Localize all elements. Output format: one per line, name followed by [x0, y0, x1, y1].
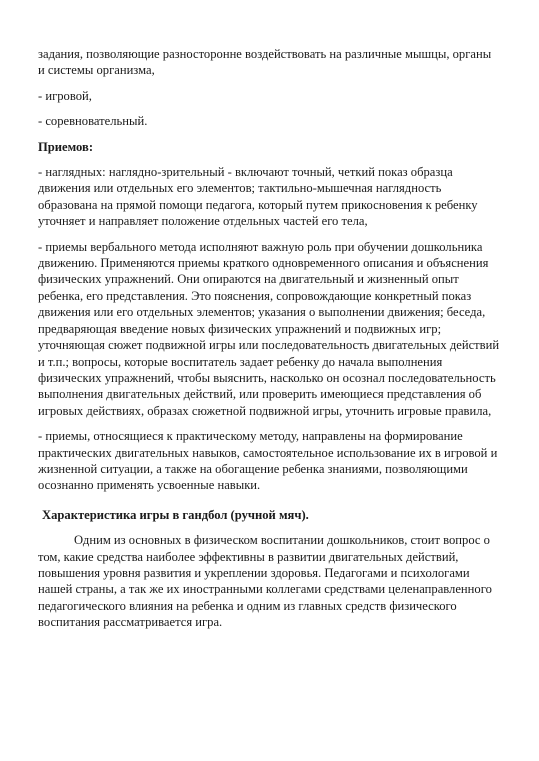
list-item-competitive: - соревновательный. [38, 114, 148, 129]
paragraph-practical-methods: - приемы, относящиеся к практическому методу, направлены на формирование практических двигательных навыков, самостоятельное использование их в игровой и жизненной ситуации, а также на обогащение ребенка знаниями, позволяющими осознанно применять усвоенные навыки. [38, 429, 498, 493]
paragraph-verbal-methods: - приемы вербального метода исполняют важную роль при обучении дошкольника движению. Применяются приемы краткого одновременного описания и объяснения физических упражнений. Они опираются на двигательный и жизненный опыт ребенка, его представления. Это пояснения, сопровождающие конкретный показ движения или его отдельных элементов; указания о выполнении движения; беседа, предваряющая введение новых физических упражнений и подвижных игр; уточняющая сюжет подвижной игры или последовательность двигательных действий и т.п.; вопросы, которые воспитатель задает ребенку до начала выполнения физических упражнений, чтобы выяснить, насколько он осознал последовательность выполнения двигательных действий, или проверить имеющиеся представления об игровых действиях, образах сюжетной подвижной игры, уточнить игровые правила, [38, 239, 500, 418]
paragraph-organs: задания, позволяющие разносторонне воздействовать на различные мышцы, органы и системы организма, [38, 47, 492, 78]
paragraph-handball-intro: Одним из основных в физическом воспитании дошкольников, стоит вопрос о том, какие средства наиболее эффективны в развитии двигательных действий, повышения уровня развития и укреплении здоровья. Педагогами и психологами нашей страны, а так же их иностранными коллегами средствами целенаправленного педагогического влияния на ребенка и одним из главных средств физического воспитания рассматривается игра. [38, 533, 492, 630]
list-item-game: - игровой, [38, 88, 92, 103]
methods-heading: Приемов: [38, 139, 94, 154]
paragraph-visual-methods: - наглядных: наглядно-зрительный - включают точный, четкий показ образца движения или отдельных его элементов; тактильно-мышечная наглядность образована на прямой помощи педагога, который путем прикосновения к ребенку уточняет и направляет положение отдельных частей его тела, [38, 165, 478, 229]
section-title-handball: Характеристика игры в гандбол (ручной мяч). [42, 507, 309, 522]
